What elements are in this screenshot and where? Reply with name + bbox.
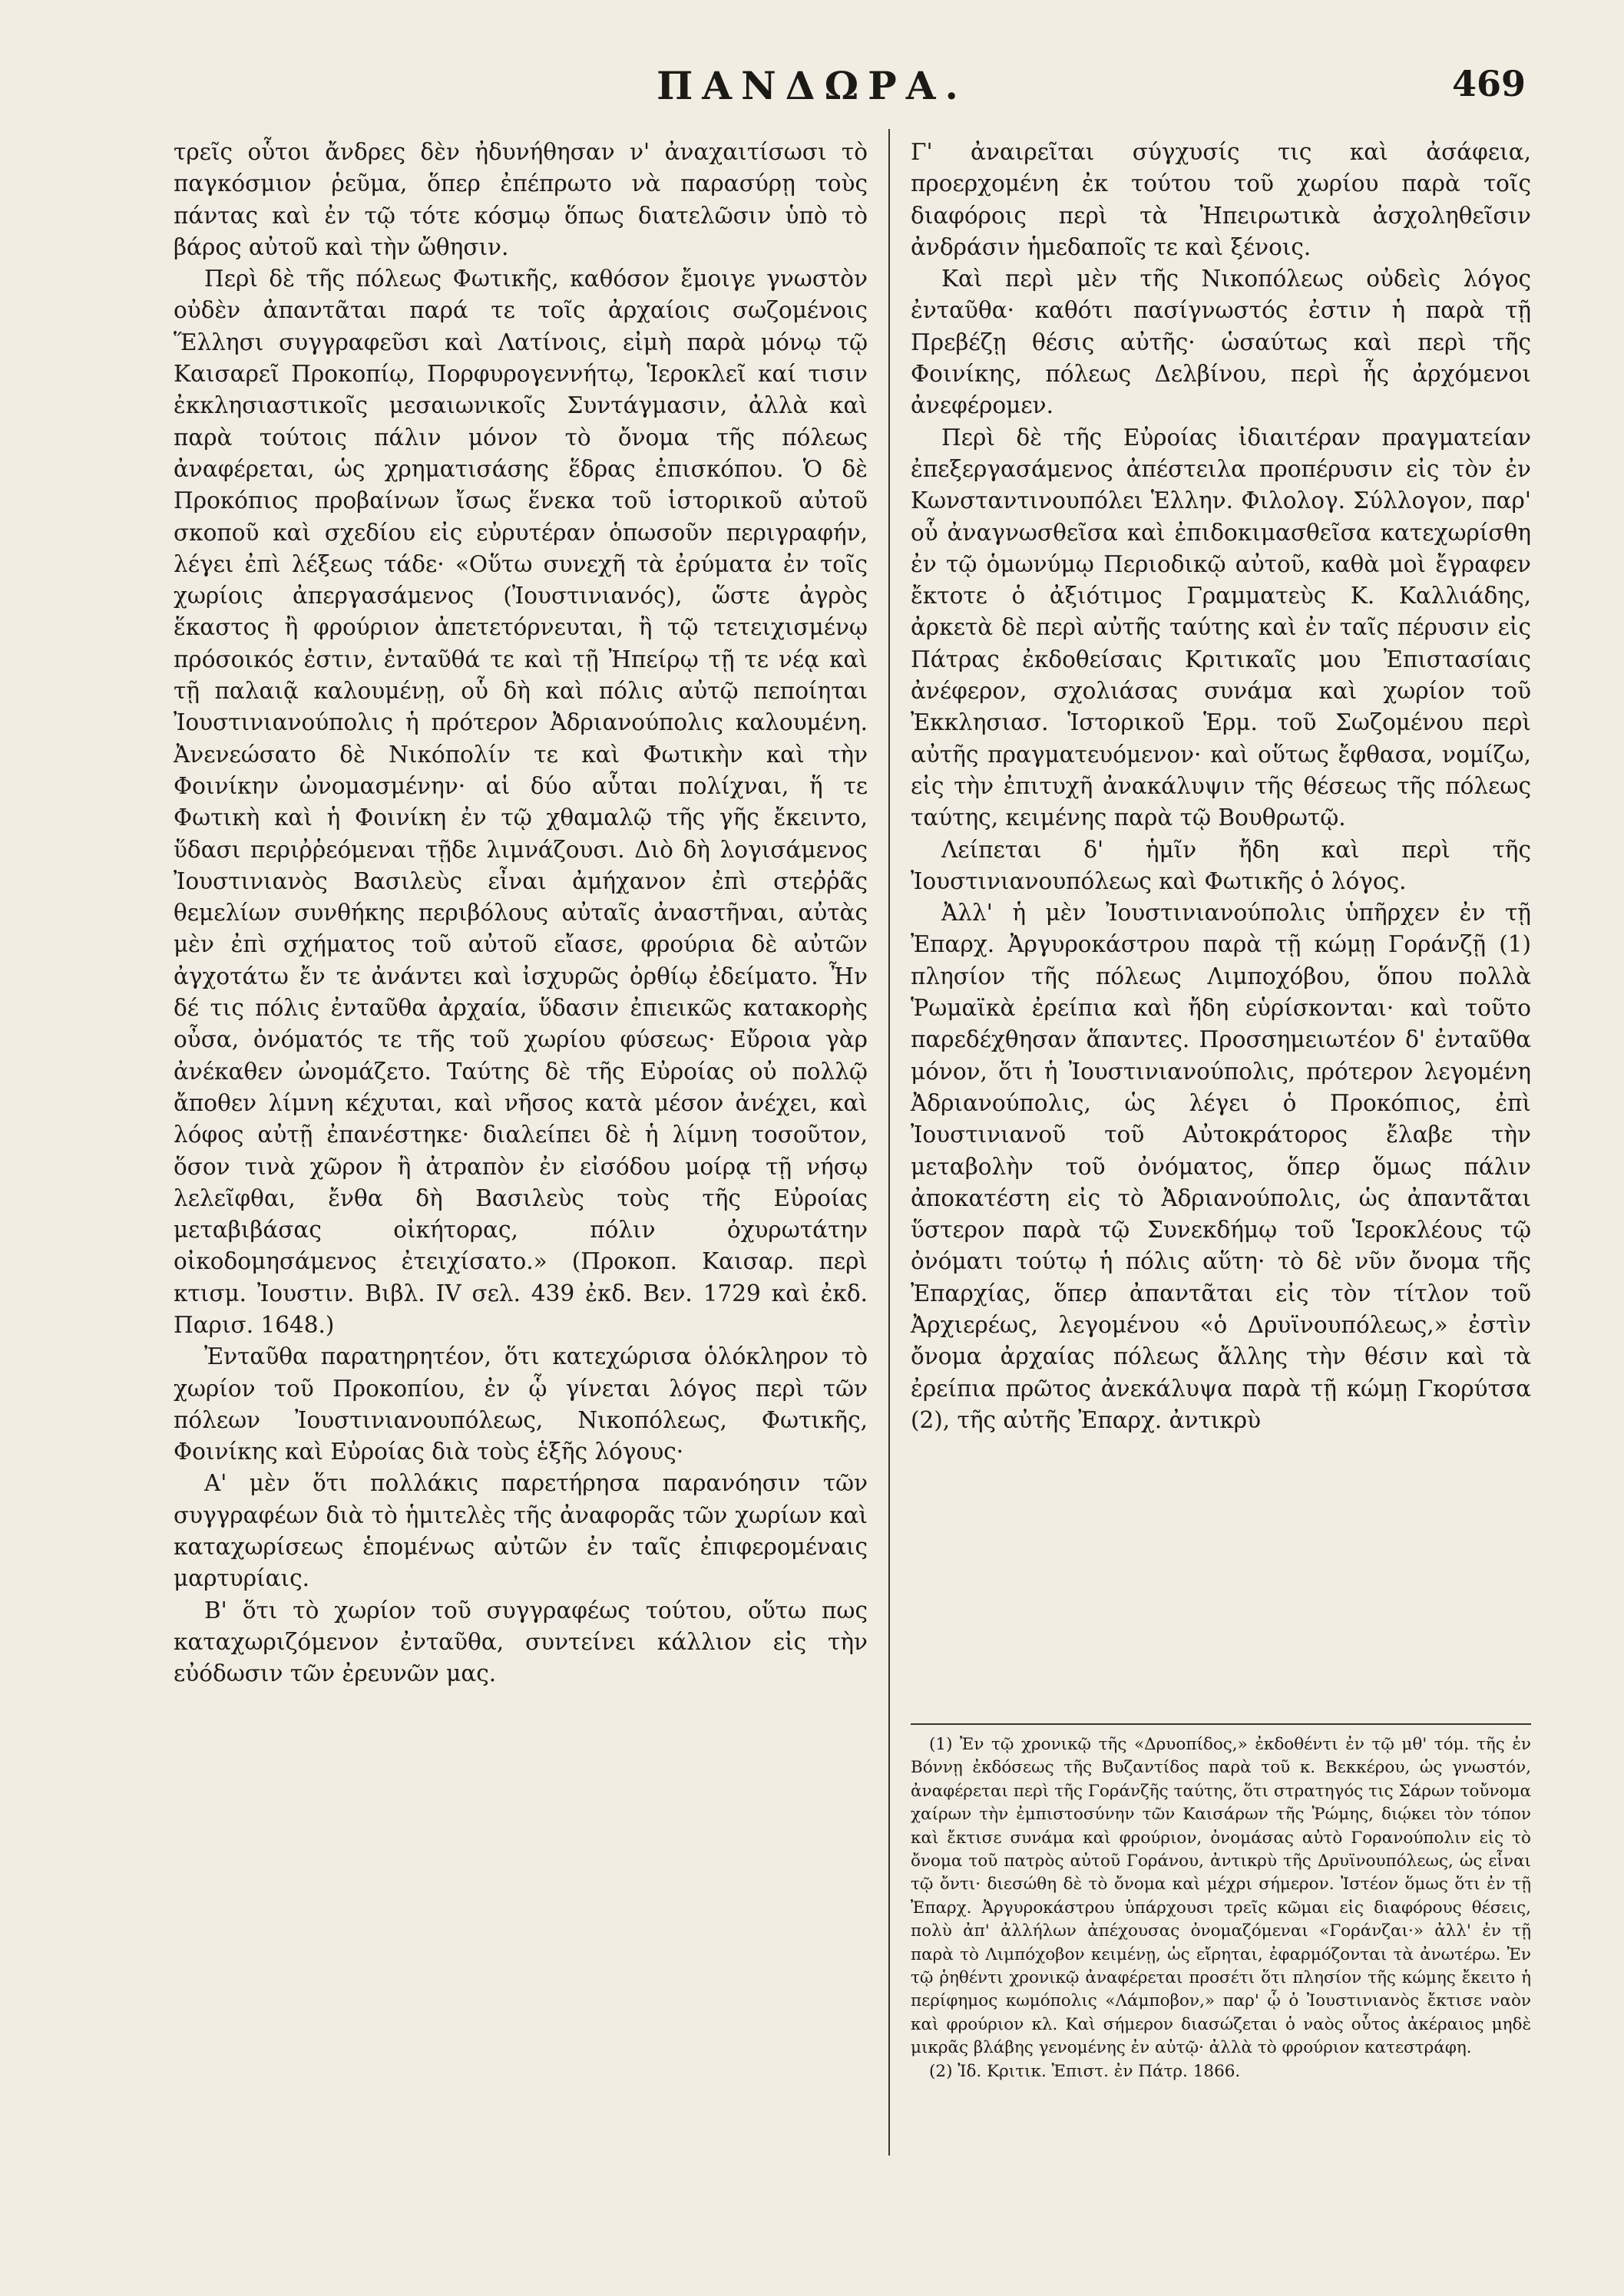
paragraph: Περὶ δὲ τῆς Εὐροίας ἰδιαιτέραν πραγματείαν ἐπεξεργασάμενος ἀπέστειλα προπέρυσιν εἰς τὸν ἐν Κωνσταντινουπόλει Ἑλλην. Φιλολογ. Σύλλογον, παρ' οὗ ἀναγνωσθεῖσα καὶ ἐπιδοκιμασθεῖσα κατεχωρίσθη ἐν τῷ ὁμωνύμῳ Περιοδικῷ αὐτοῦ, καθὰ μοὶ ἔγραφεν ἔκτοτε ὁ ἀξιότιμος Γραμματεὺς Κ. Καλλιάδης, ἀρκετὰ δὲ περὶ αὐτῆς ταύτης καὶ ἐν ταῖς πέρυσιν εἰς Πάτρας ἐκδοθείσαις Κριτικαῖς μου Ἐπιστασίαις ἀνέφερον, σχολιάσας συνάμα καὶ χωρίον τοῦ Ἐκκλησιασ. Ἱστορικοῦ Ἑρμ. τοῦ Σωζομένου περὶ αὐτῆς πραγματευόμενον· καὶ οὕτως ἔφθασα, νομίζω, εἰς τὴν ἐπιτυχῆ ἀνακάλυψιν τῆς θέσεως τῆς πόλεως ταύτης, κειμένης παρὰ τῷ Βουθρωτῷ. [911, 424, 1531, 831]
left-column [174, 137, 868, 1690]
paragraph: Περὶ δὲ τῆς πόλεως Φωτικῆς, καθόσον ἔμοιγε γνωστὸν οὐδὲν ἀπαντᾶται παρά τε τοῖς ἀρχαίοις σωζομένοις Ἕλλησι συγγραφεῦσι καὶ Λατίνοις, εἰμὴ παρὰ μόνῳ τῷ Καισαρεῖ Προκοπίῳ, Πορφυρογεννήτῳ, Ἱεροκλεῖ καί τισιν ἐκκλησιαστικοῖς μεσαιωνικοῖς Συντάγμασιν, ἀλλὰ καὶ παρὰ τούτοις πάλιν μόνον τὸ ὄνομα τῆς πόλεως ἀναφέρεται, ὡς χρηματισάσης ἕδρας ἐπισκόπου. Ὁ δὲ Προκόπιος προβαίνων ἴσως ἕνεκα τοῦ ἱστορικοῦ αὐτοῦ σκοποῦ καὶ σχεδίου εἰς εὐρυτέραν ὁπωσοῦν περιγραφήν, λέγει ἐπὶ λέξεως τάδε· «Οὕτω συνεχῆ τὰ ἐρύματα ἐν τοῖς χωρίοις ἀπεργασάμενος (Ἰουστινιανός), ὥστε ἀγρὸς ἕκαστος ἢ φρούριον ἀπετετόρνευται, ἢ τῷ τετειχισμένῳ πρόσοικός ἐστιν, ἐνταῦθά τε καὶ τῇ Ἠπείρῳ τῇ τε νέᾳ καὶ τῇ παλαιᾷ καλουμένῃ, οὗ δὴ καὶ πόλις αὐτῷ πεποίηται Ἰουστινιανούπολις ἡ πρότερον Ἀδριανούπολις καλουμένη. Ἀνενεώσατο δὲ Νικόπολίν τε καὶ Φωτικὴν καὶ τὴν Φοινίκην ὠνομασμένην· αἱ δύο αὗται πολίχναι, ἥ τε Φωτικὴ καὶ ἡ Φοινίκη ἐν τῷ χθαμαλῷ τῆς γῆς ἔκειντο, ὕδασι περιῤῥεόμεναι τῇδε λιμνάζουσι. Διὸ δὴ λογισάμενος Ἰουστινιανὸς Βασιλεὺς εἶναι ἀμήχανον ἐπὶ στεῤῥᾶς θεμελίων συνθήκης περιβόλους αὐταῖς ἀναστῆναι, αὐτὰς μὲν ἐπὶ σχήματος τοῦ αὐτοῦ εἴασε, φρούρια δὲ αὐτῶν ἀγχοτάτω ἔν τε ἀνάντει καὶ ἰσχυρῶς ὀρθίῳ ἐδείματο. Ἦν δέ τις πόλις ἐνταῦθα ἀρχαία, ὕδασιν ἐπιεικῶς κατακορὴς οὖσα, ὀνόματός τε τῆς τοῦ χωρίου φύσεως· Εὔροια γὰρ ἀνέκαθεν ὠνομάζετο. Ταύτης δὲ τῆς Εὐροίας οὐ πολλῷ ἄποθεν λίμνη κέχυται, καὶ νῆσος κατὰ μέσον ἀνέχει, καὶ λόφος αὐτῇ ἐπανέστηκε· διαλείπει δὲ ἡ λίμνη τοσοῦτον, ὅσον τινὰ χῶρον ἢ ἀτραπὸν ἐν εἰσόδου μοίρᾳ τῇ νήσῳ λελεῖφθαι, ἔνθα δὴ Βασιλεὺς τοὺς τῆς Εὐροίας μεταβιβάσας οἰκήτορας, πόλιν ὀχυρωτάτην οἰκοδομησάμενος ἐτειχίσατο.» (Προκοπ. Καισαρ. περὶ κτισμ. Ἰουστιν. Βιβλ. IV σελ. 439 ἐκδ. Βεν. 1729 καὶ ἐκδ. Παρισ. 1648.) [174, 266, 868, 1338]
right-column [911, 137, 1531, 1436]
paragraph: Γ' ἀναιρεῖται σύγχυσίς τις καὶ ἀσάφεια, προερχομένη ἐκ τούτου τοῦ χωρίου παρὰ τοῖς διαφόροις περὶ τὰ Ἠπειρωτικὰ ἀσχοληθεῖσιν ἀνδράσιν ἡμεδαποῖς τε καὶ ξένοις. [911, 139, 1531, 260]
column-divider [888, 129, 890, 2156]
page-number: 469 [1451, 63, 1526, 104]
footnotes [911, 1733, 1531, 2083]
paragraph: Ἀλλ' ἡ μὲν Ἰουστινιανούπολις ὑπῆρχεν ἐν τῇ Ἐπαρχ. Ἀργυροκάστρου παρὰ τῇ κώμῃ Γοράνζῇ (1) πλησίον τῆς πόλεως Λιμποχόβου, ὅπου πολλὰ Ῥωμαϊκὰ ἐρείπια καὶ ἤδη εὑρίσκονται· καὶ τοῦτο παρεδέχθησαν ἅπαντες. Προσσημειωτέον δ' ἐνταῦθα μόνον, ὅτι ἡ Ἰουστινιανούπολις, πρότερον λεγομένη Ἀδριανούπολις, ὡς λέγει ὁ Προκόπιος, ἐπὶ Ἰουστινιανοῦ τοῦ Αὐτοκράτορος ἔλαβε τὴν μεταβολὴν τοῦ ὀνόματος, ὅπερ ὅμως πάλιν ἀποκατέστη εἰς τὸ Ἀδριανούπολις, ὡς ἀπαντᾶται ὕστερον παρὰ τῷ Συνεκδήμῳ τοῦ Ἱεροκλέους τῷ ὀνόματι τούτῳ ἡ πόλις αὕτη· τὸ δὲ νῦν ὄνομα τῆς Ἐπαρχίας, ὅπερ ἀπαντᾶται εἰς τὸν τίτλον τοῦ Ἀρχιερέως, λεγομένου «ὁ Δρυϊνουπόλεως,» ἐστὶν ὄνομα ἀρχαίας πόλεως ἄλλης τὴν θέσιν καὶ τὰ ἐρείπια πρῶτος ἀνεκάλυψα παρὰ τῇ κώμῃ Γκορύτσα (2), τῆς αὐτῆς Ἐπαρχ. ἀντικρὺ [911, 900, 1531, 1433]
footnote-divider [911, 1723, 1531, 1725]
paragraph: Β' ὅτι τὸ χωρίον τοῦ συγγραφέως τούτου, οὕτω πως καταχωριζόμενον ἐνταῦθα, συντείνει κάλλιον εἰς τὴν εὐόδωσιν τῶν ἐρευνῶν μας. [174, 1597, 868, 1687]
paragraph: τρεῖς οὗτοι ἄνδρες δὲν ἠδυνήθησαν ν' ἀναχαιτίσωσι τὸ παγκόσμιον ῥεῦμα, ὅπερ ἐπέπρωτο νὰ παρασύρῃ τοὺς πάντας καὶ ἐν τῷ τότε κόσμῳ ὅπως διατελῶσιν ὑπὸ τὸ βάρος αὐτοῦ καὶ τὴν ὤθησιν. [174, 139, 868, 260]
journal-title: ΠΑΝΔΩΡΑ. [657, 63, 967, 108]
paragraph: Λείπεται δ' ἡμῖν ἤδη καὶ περὶ τῆς Ἰουστινιανουπόλεως καὶ Φωτικῆς ὁ λόγος. [911, 836, 1531, 894]
footnote: (1) Ἐν τῷ χρονικῷ τῆς «Δρυοπίδος,» ἐκδοθέντι ἐν τῷ μθ' τόμ. τῆς ἐν Βόννῃ ἐκδόσεως τῆς Βυζαντίδος παρὰ τοῦ κ. Βεκκέρου, ὡς γνωστόν, ἀναφέρεται περὶ τῆς Γοράνζῆς ταύτης, ὅτι στρατηγός τις Σάρων τοὔνομα χαίρων τὴν ἐμπιστοσύνην τῶν Καισάρων τῆς Ῥώμης, διῴκει τὸν τόπον καὶ ἔκτισε συνάμα καὶ φρούριον, ὀνομάσας αὐτὸ Γορανούπολιν εἰς τὸ ὄνομα τοῦ πατρὸς αὐτοῦ Γοράνου, ἀντικρὺ τῆς Δρυϊνουπόλεως, ὡς εἶναι τῷ ὄντι· διεσώθη δὲ τὸ ὄνομα καὶ μέχρι σήμερον. Ἰστέον ὅμως ὅτι ἐν τῇ Ἐπαρχ. Ἀργυροκάστρου ὑπάρχουσι τρεῖς κῶμαι εἰς διαφόρους θέσεις, πολὺ ἀπ' ἀλλήλων ἀπέχουσας ὀνομαζόμεναι «Γοράνζαι·» ἀλλ' ἐν τῇ παρὰ τὸ Λιμπόχοβον κειμένῃ, ὡς εἴρηται, ἐφαρμόζονται τὰ ἀνωτέρω. Ἐν τῷ ῥηθέντι χρονικῷ ἀναφέρεται προσέτι ὅτι πλησίον τῆς κώμης ἔκειτο ἡ περίφημος κωμόπολις «Λάμποβον,» παρ' ᾧ ὁ Ἰουστινιανὸς ἔκτισε ναὸν καὶ φρούριον κλ. Καὶ σήμερον διασώζεται ὁ ναὸς οὗτος ἀκέραιος μηδὲ μικρᾶς βλάβης γενομένης ἐν αὐτῷ· ἀλλὰ τὸ φρούριον κατεστράφη. [911, 1735, 1531, 2058]
footnote: (2) Ἰδ. Κριτικ. Ἐπιστ. ἐν Πάτρ. 1866. [929, 2061, 1241, 2081]
running-head [0, 63, 1624, 109]
paragraph: Ἐνταῦθα παρατηρητέον, ὅτι κατεχώρισα ὁλόκληρον τὸ χωρίον τοῦ Προκοπίου, ἐν ᾧ γίνεται λόγος περὶ τῶν πόλεων Ἰουστινιανουπόλεως, Νικοπόλεως, Φωτικῆς, Φοινίκης καὶ Εὐροίας διὰ τοὺς ἑξῆς λόγους· [174, 1343, 868, 1465]
paragraph: Α' μὲν ὅτι πολλάκις παρετήρησα παρανόησιν τῶν συγγραφέων διὰ τὸ ἡμιτελὲς τῆς ἀναφορᾶς τῶν χωρίων καὶ καταχωρίσεως ἑπομένως αὐτῶν ἐν ταῖς ἐπιφερομέναις μαρτυρίαις. [174, 1470, 868, 1592]
paragraph: Καὶ περὶ μὲν τῆς Νικοπόλεως οὐδεὶς λόγος ἐνταῦθα· καθότι πασίγνωστός ἐστιν ἡ παρὰ τῇ Πρεβέζῃ θέσις αὐτῆς· ὡσαύτως καὶ περὶ τῆς Φοινίκης, πόλεως Δελβίνου, περὶ ἧς ἀρχόμενοι ἀνεφέρομεν. [911, 266, 1531, 419]
